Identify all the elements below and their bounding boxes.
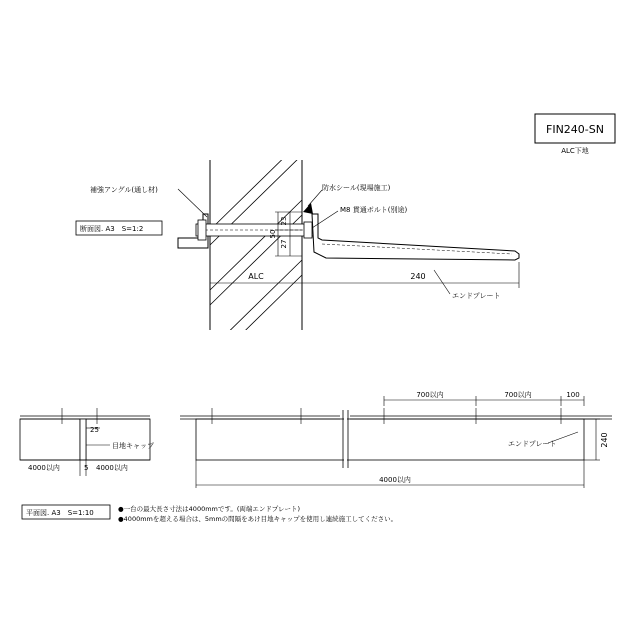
fin-profile — [312, 214, 519, 260]
dim-length-right: 4000以内 — [96, 464, 128, 472]
callout-plan-end-plate: エンドプレート — [508, 440, 557, 448]
pitch-dimensions — [384, 396, 584, 406]
dim-width: 240 — [600, 432, 609, 448]
model-number: FIN240-SN — [546, 123, 604, 136]
callout-joint-cap: 目地キャップ — [112, 442, 154, 450]
dim-cap-offset: 25 — [90, 426, 99, 434]
note-1: ●一台の最大長さ寸法は4000mmです。(両端エンドプレート) — [118, 505, 300, 513]
joint-cap — [80, 419, 86, 460]
callout-end-plate: エンドプレート — [452, 292, 501, 300]
dim-pitch-1: 700以内 — [416, 391, 444, 399]
substrate-label: ALC下地 — [561, 147, 589, 155]
callout-reinforcing-angle: 補強アングル(通し材) — [90, 186, 158, 194]
callout-waterproof-seal: 防水シール(現場施工) — [322, 184, 391, 192]
notes — [118, 504, 397, 523]
left-panel — [20, 419, 80, 460]
section-label: 断面図. A3 S=1:2 — [80, 225, 144, 233]
dim-bolt-upper: 23 — [280, 216, 288, 226]
title-block — [535, 114, 615, 155]
dim-alc: ALC — [248, 272, 264, 281]
dim-bolt-total: 50 — [269, 229, 277, 239]
plan-view — [20, 390, 612, 519]
section-view — [76, 140, 519, 365]
dim-pitch-2: 700以内 — [504, 391, 532, 399]
alc-wall — [210, 140, 302, 365]
note-2: ●4000mmを超える場合は、5mmの間隔をあけ目地キャップを使用し連続施工してください。 — [118, 515, 398, 523]
dim-projection: 240 — [410, 272, 426, 281]
callout-through-bolt: M8 貫通ボルト(別途) — [340, 206, 408, 214]
dim-edge: 100 — [566, 391, 580, 399]
dim-length-left: 4000以内 — [28, 464, 60, 472]
dim-length-main: 4000以内 — [379, 476, 411, 484]
plan-label: 平面図. A3 S=1:10 — [26, 509, 94, 517]
nut-right — [304, 222, 312, 238]
dim-bolt-lower: 27 — [280, 239, 288, 249]
dim-gap: 5 — [84, 464, 89, 472]
nut-left — [198, 220, 206, 240]
waterproof-seal — [303, 203, 313, 214]
